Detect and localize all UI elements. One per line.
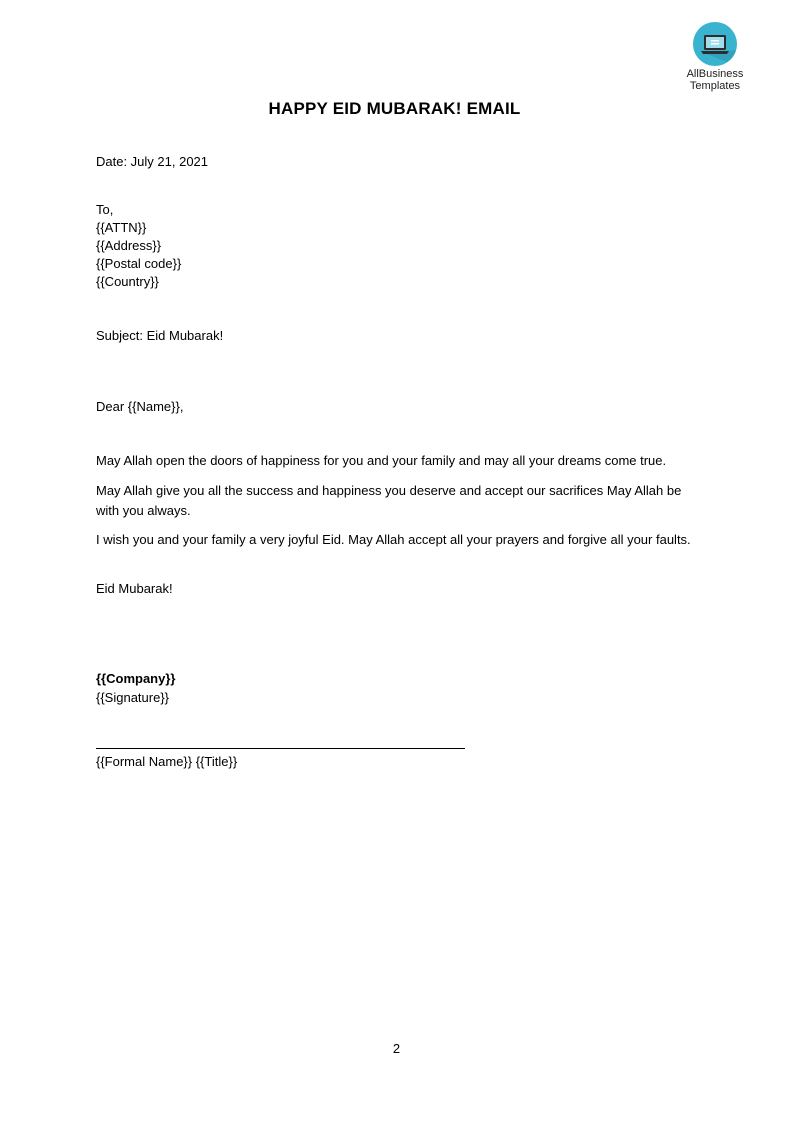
- formal-name-title: {{Formal Name}} {{Title}}: [96, 754, 238, 769]
- document-title: HAPPY EID MUBARAK! EMAIL: [268, 99, 521, 118]
- logo-line-2: Templates: [689, 80, 741, 92]
- laptop-icon: [693, 22, 737, 66]
- recipient-postal-code: {{Postal code}}: [96, 256, 182, 271]
- salutation: Dear {{Name}},: [96, 399, 184, 414]
- signature-placeholder: {{Signature}}: [96, 690, 170, 705]
- logo-text: [676, 68, 754, 92]
- body-paragraph-1: May Allah open the doors of happiness for you and your family and may all your dreams come true.: [96, 453, 667, 468]
- recipient-address: {{Address}}: [96, 238, 162, 253]
- recipient-attn: {{ATTN}}: [96, 220, 147, 235]
- logo-line-1: AllBusiness: [686, 68, 744, 80]
- date-line: Date: July 21, 2021: [96, 154, 209, 169]
- recipient-country: {{Country}}: [96, 274, 159, 289]
- body-paragraph-2: May Allah give you all the success and happiness you deserve and accept our sacrifices May Allah be with you always.: [96, 483, 682, 518]
- company-name: {{Company}}: [96, 671, 176, 686]
- subject-line: Subject: Eid Mubarak!: [96, 328, 224, 343]
- body-paragraph-4: Eid Mubarak!: [96, 581, 173, 596]
- body-paragraph-3: I wish you and your family a very joyful Eid. May Allah accept all your prayers and forgive all your faults.: [96, 532, 691, 547]
- page-number: 2: [392, 1041, 401, 1056]
- recipient-to: To,: [96, 202, 114, 217]
- signature-line: [96, 748, 465, 749]
- allbusiness-logo: [676, 22, 754, 92]
